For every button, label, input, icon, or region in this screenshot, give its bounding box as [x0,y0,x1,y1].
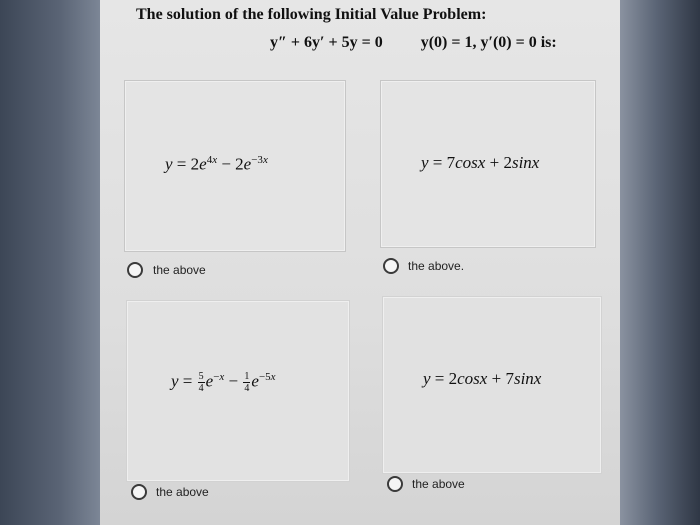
question-equation [270,34,557,52]
question-panel [100,0,620,525]
question-title: The solution of the following Initial Value Problem: [136,6,487,23]
option-3-expression: y = $\frac{5}{4}$ $e^{-x}$ − $\frac{1}{4}$ $e^{-5x}$ [171,371,276,395]
option-4-expression: y = 2cosx + 7sinx [423,369,542,388]
option-4-label: the above [412,477,465,491]
option-4-radio[interactable] [387,476,403,492]
option-4-card[interactable] [382,296,602,474]
background-left [0,0,100,525]
option-1-label: the above [153,263,206,277]
option-1-card[interactable] [124,80,346,252]
option-3-radio[interactable] [131,484,147,500]
option-1-expression: $y = 2e^{4x} - 2e^{-3x}$ [165,154,268,174]
option-2-card[interactable] [380,80,596,248]
background-right [620,0,700,525]
option-2-radio[interactable] [383,258,399,274]
option-3-label: the above [156,485,209,499]
option-2-label: the above. [408,259,465,273]
option-1-radio[interactable] [127,262,143,278]
initial-conditions: y(0) = 1, y′(0) = 0 is: [420,34,557,51]
option-2-expression: y = 7cosx + 2sinx [421,153,540,172]
differential-equation: y″ + 6y′ + 5y = 0 [270,34,383,51]
option-3-card[interactable] [126,300,350,482]
